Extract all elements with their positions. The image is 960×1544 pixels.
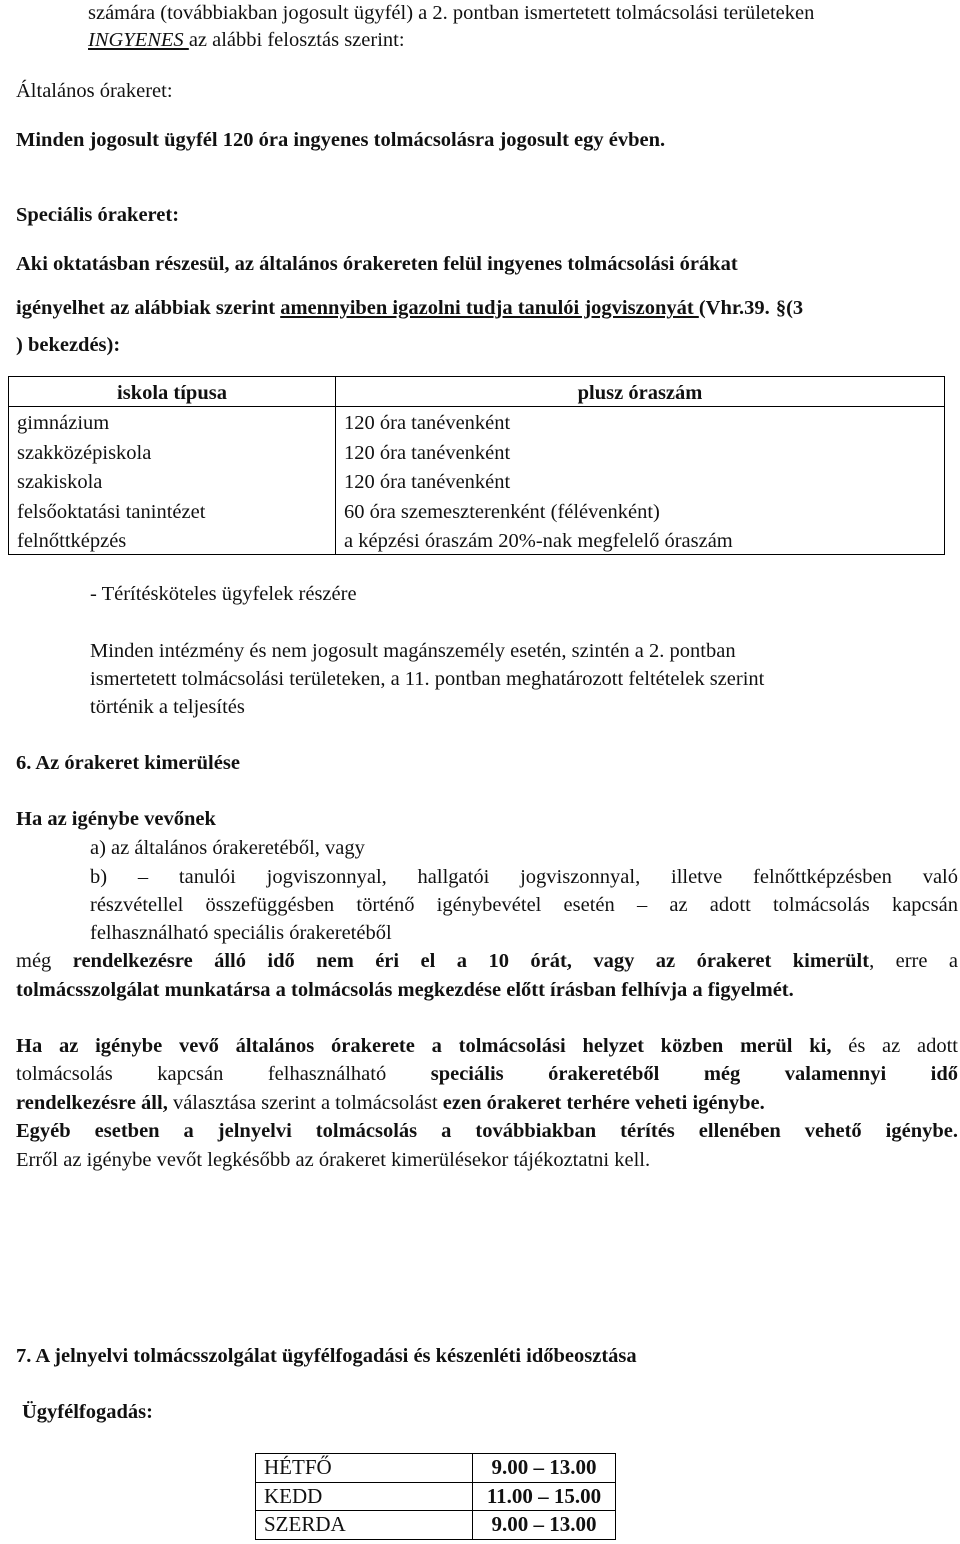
extra-hours-cell: 120 óra tanévenként bbox=[336, 436, 945, 466]
item-b-line-3: felhasználható speciális órakeretéből bbox=[90, 922, 392, 944]
special-line-3: ) bekezdés): bbox=[16, 334, 121, 356]
hours-cell: 9.00 – 13.00 bbox=[473, 1511, 616, 1540]
intro-line-1: számára (továbbiakban jogosult ügyfél) a 2. pontban ismertetett tolmácsolási területeken bbox=[88, 2, 815, 24]
item-b-line-2: részvétellel összefüggésben történő igénybevétel esetén – az adott tolmácsolás kapcsán bbox=[90, 894, 958, 916]
hours-cell: 11.00 – 15.00 bbox=[473, 1482, 616, 1511]
p2-line-3-c: ezen órakeret terhére veheti igénybe. bbox=[442, 1092, 765, 1114]
p2-line-5: Erről az igénybe vevőt legkésőbb az órakeret kimerülésekor tájékoztatni kell. bbox=[16, 1149, 651, 1171]
special-line-2b: (Vhr.39. bbox=[698, 297, 770, 319]
paying-line-3: történik a teljesítés bbox=[90, 696, 245, 718]
intro-line-2 bbox=[88, 27, 405, 54]
special-line-2a: igényelhet az alábbiak szerint bbox=[16, 297, 281, 319]
general-text: Minden jogosult ügyfél 120 óra ingyenes tolmácsolásra jogosult egy évben. bbox=[16, 129, 666, 151]
p2-line-4: Egyéb esetben a jelnyelvi tolmácsolás a továbbiakban térítés ellenében vehető igénybe. bbox=[16, 1120, 958, 1142]
p1-line-1 bbox=[16, 948, 958, 975]
extra-hours-cell: a képzési óraszám 20%-nak megfelelő óraszám bbox=[336, 525, 945, 555]
school-type-cell: felnőttképzés bbox=[9, 525, 336, 555]
item-b-line-1: b) – tanulói jogviszonnyal, hallgatói jogviszonnyal, illetve felnőttképzésben való bbox=[90, 866, 958, 888]
p1-still: még bbox=[16, 950, 73, 972]
day-cell: KEDD bbox=[256, 1482, 473, 1511]
table-row bbox=[9, 436, 945, 466]
special-heading-text: Speciális órakeret: bbox=[16, 204, 180, 226]
p2-line-3-a: rendelkezésre áll, bbox=[16, 1092, 168, 1114]
school-type-cell: gimnázium bbox=[9, 406, 336, 436]
p2-line-3-b: választása szerint a tolmácsolást bbox=[167, 1092, 443, 1114]
table-row bbox=[256, 1482, 616, 1511]
p2-line-2-a: tolmácsolás kapcsán felhasználható bbox=[16, 1063, 431, 1085]
p1-bold-clause: rendelkezésre álló idő nem éri el a 10 órát, vagy az órakeret kimerült bbox=[72, 950, 870, 972]
p1-line-2: tolmácsszolgálat munkatársa a tolmácsolás megkezdése előtt írásban felhívja a figyelmét. bbox=[16, 979, 794, 1001]
reception-heading: Ügyfélfogadás: bbox=[22, 1401, 153, 1423]
general-heading: Általános órakeret: bbox=[16, 80, 173, 102]
student-status-clause: amennyiben igazolni tudja tanulói jogviszonyát bbox=[280, 297, 699, 319]
extra-hours-cell: 60 óra szemeszterenként (félévenként) bbox=[336, 495, 945, 525]
table-row bbox=[256, 1454, 616, 1483]
school-type-cell: szakközépiskola bbox=[9, 436, 336, 466]
extra-hours-cell: 120 óra tanévenként bbox=[336, 406, 945, 436]
p2-bold-start: Ha az igénybe vevő általános órakerete a tolmácsolási helyzet közben merül ki, bbox=[16, 1035, 832, 1057]
paying-heading: - Térítésköteles ügyfelek részére bbox=[90, 583, 357, 605]
special-line-2c: §(3 bbox=[775, 297, 804, 319]
table-row bbox=[9, 495, 945, 525]
p2-line-1-rest: és az adott bbox=[831, 1035, 959, 1057]
p2-line-1 bbox=[16, 1033, 958, 1060]
header-extra-hours: plusz óraszám bbox=[336, 377, 945, 407]
day-cell: HÉTFŐ bbox=[256, 1454, 473, 1483]
paying-line-1: Minden intézmény és nem jogosult magánszemély esetén, szintén a 2. pontban bbox=[90, 640, 736, 662]
p2-line-2-bold: speciális órakeretéből még valamennyi idő bbox=[430, 1063, 959, 1085]
section-7-title: 7. A jelnyelvi tolmácsszolgálat ügyfélfogadási és készenléti időbeosztása bbox=[16, 1345, 637, 1367]
header-school-type: iskola típusa bbox=[9, 377, 336, 407]
item-a: a) az általános órakeretéből, vagy bbox=[90, 837, 365, 859]
school-type-table bbox=[8, 376, 945, 555]
special-heading bbox=[16, 202, 179, 229]
section-6-title: 6. Az órakeret kimerülése bbox=[16, 752, 240, 774]
hours-cell: 9.00 – 13.00 bbox=[473, 1454, 616, 1483]
intro-line-2-rest: az alábbi felosztás szerint: bbox=[188, 29, 405, 51]
school-type-cell: szakiskola bbox=[9, 466, 336, 496]
reception-schedule-table bbox=[255, 1453, 616, 1540]
p2-line-3 bbox=[16, 1090, 765, 1117]
school-type-cell: felsőoktatási tanintézet bbox=[9, 495, 336, 525]
special-line-1: Aki oktatásban részesül, az általános órakereten felül ingyenes tolmácsolási órákat bbox=[16, 253, 738, 275]
special-line-2 bbox=[16, 295, 803, 322]
p1-tail: , erre a bbox=[869, 950, 959, 972]
table-row bbox=[9, 406, 945, 436]
day-cell: SZERDA bbox=[256, 1511, 473, 1540]
paying-line-2: ismertetett tolmácsolási területeken, a 11. pontban meghatározott feltételek szerint bbox=[90, 668, 765, 690]
free-emphasis: INGYENES bbox=[88, 29, 189, 51]
table-row bbox=[9, 525, 945, 555]
extra-hours-cell: 120 óra tanévenként bbox=[336, 466, 945, 496]
table-row bbox=[9, 466, 945, 496]
p2-line-2 bbox=[16, 1061, 958, 1088]
table-row bbox=[256, 1511, 616, 1540]
section-6-if-heading: Ha az igénybe vevőnek bbox=[16, 808, 216, 830]
school-table-header bbox=[9, 377, 945, 407]
